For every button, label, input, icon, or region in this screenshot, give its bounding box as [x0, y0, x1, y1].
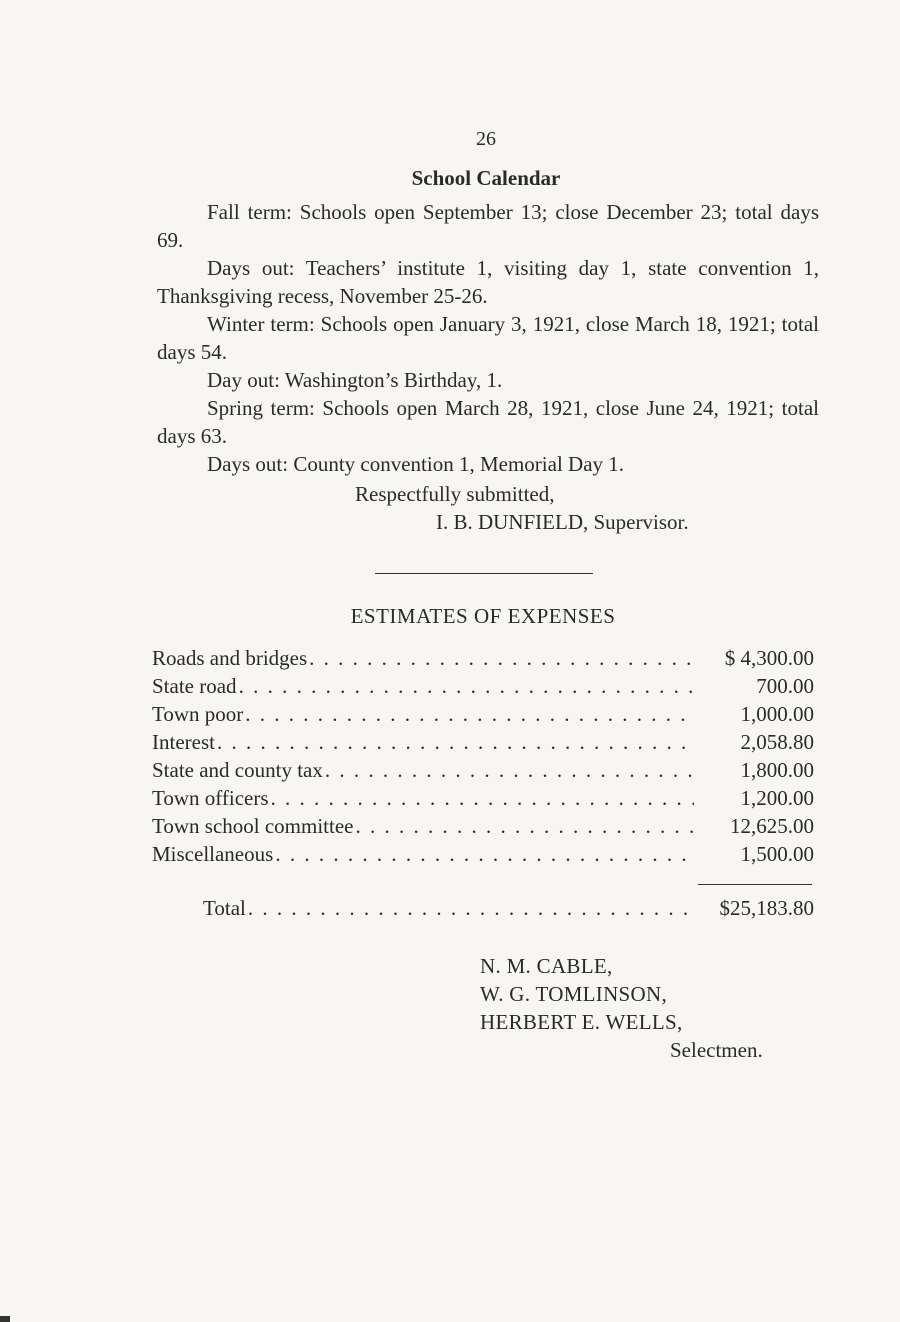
calendar-spring-days-out: Days out: County convention 1, Memorial Day 1. — [207, 452, 625, 476]
expense-label: Town poor — [152, 702, 244, 726]
signatory-name: W. G. TOMLINSON, — [480, 982, 668, 1006]
school-calendar-title: School Calendar — [411, 166, 561, 190]
expense-row — [152, 728, 814, 756]
dot-leader — [239, 672, 694, 700]
expense-amount: 12,625.00 — [730, 814, 814, 838]
expense-label: Town officers — [152, 786, 269, 810]
expense-label: State and county tax — [152, 758, 323, 782]
expense-amount: 2,058.80 — [740, 730, 814, 754]
expense-label: Town school committee — [152, 814, 354, 838]
expense-amount: $ 4,300.00 — [724, 646, 814, 670]
dot-leader — [275, 840, 694, 868]
calendar-spring-term: Spring term: Schools open March 28, 1921, close June 24, 1921; total days 63. — [157, 396, 819, 448]
expense-amount: 700.00 — [756, 674, 814, 698]
total-label: Total — [203, 896, 246, 920]
expenses-list — [152, 644, 814, 868]
dot-leader — [356, 812, 695, 840]
section-divider — [375, 573, 593, 574]
expense-label: Interest — [152, 730, 215, 754]
scan-edge-mark — [0, 1316, 10, 1322]
dot-leader — [248, 894, 694, 922]
expense-row — [152, 812, 814, 840]
expense-label: Miscellaneous — [152, 842, 274, 866]
dot-leader — [245, 700, 694, 728]
calendar-winter-day-out: Day out: Washington’s Birthday, 1. — [207, 368, 503, 392]
expense-label: Roads and bridges — [152, 646, 308, 670]
dot-leader — [309, 644, 694, 672]
signatory-name: HERBERT E. WELLS, — [480, 1010, 683, 1034]
expense-row — [152, 644, 814, 672]
expense-row — [152, 672, 814, 700]
total-row — [203, 894, 814, 922]
expense-label: State road — [152, 674, 237, 698]
page-number: 26 — [476, 128, 496, 150]
dot-leader — [325, 756, 694, 784]
selectmen-signatures — [480, 952, 683, 1036]
expense-row — [152, 840, 814, 868]
dot-leader — [271, 784, 694, 812]
closing-line: Respectfully submitted, — [355, 482, 555, 506]
expense-amount: 1,200.00 — [740, 786, 814, 810]
selectmen-role: Selectmen. — [670, 1038, 763, 1062]
total-amount: $25,183.80 — [719, 896, 814, 920]
calendar-fall-term: Fall term: Schools open September 13; close December 23; total days 69. — [157, 200, 819, 252]
signatory-name: N. M. CABLE, — [480, 954, 613, 978]
sum-rule — [698, 884, 812, 885]
expense-row — [152, 700, 814, 728]
expense-row — [152, 784, 814, 812]
expense-row — [152, 756, 814, 784]
expense-amount: 1,000.00 — [740, 702, 814, 726]
expense-amount: 1,800.00 — [740, 758, 814, 782]
calendar-winter-term: Winter term: Schools open January 3, 1921, close March 18, 1921; total days 54. — [157, 312, 819, 364]
expense-amount: 1,500.00 — [740, 842, 814, 866]
supervisor-signature: I. B. DUNFIELD, Supervisor. — [436, 510, 689, 534]
school-calendar-body — [157, 198, 819, 478]
estimates-title: ESTIMATES OF EXPENSES — [350, 604, 616, 628]
calendar-fall-days-out: Days out: Teachers’ institute 1, visiting day 1, state convention 1, Thanksgiving recess, November 25-26. — [157, 256, 819, 308]
dot-leader — [217, 728, 694, 756]
